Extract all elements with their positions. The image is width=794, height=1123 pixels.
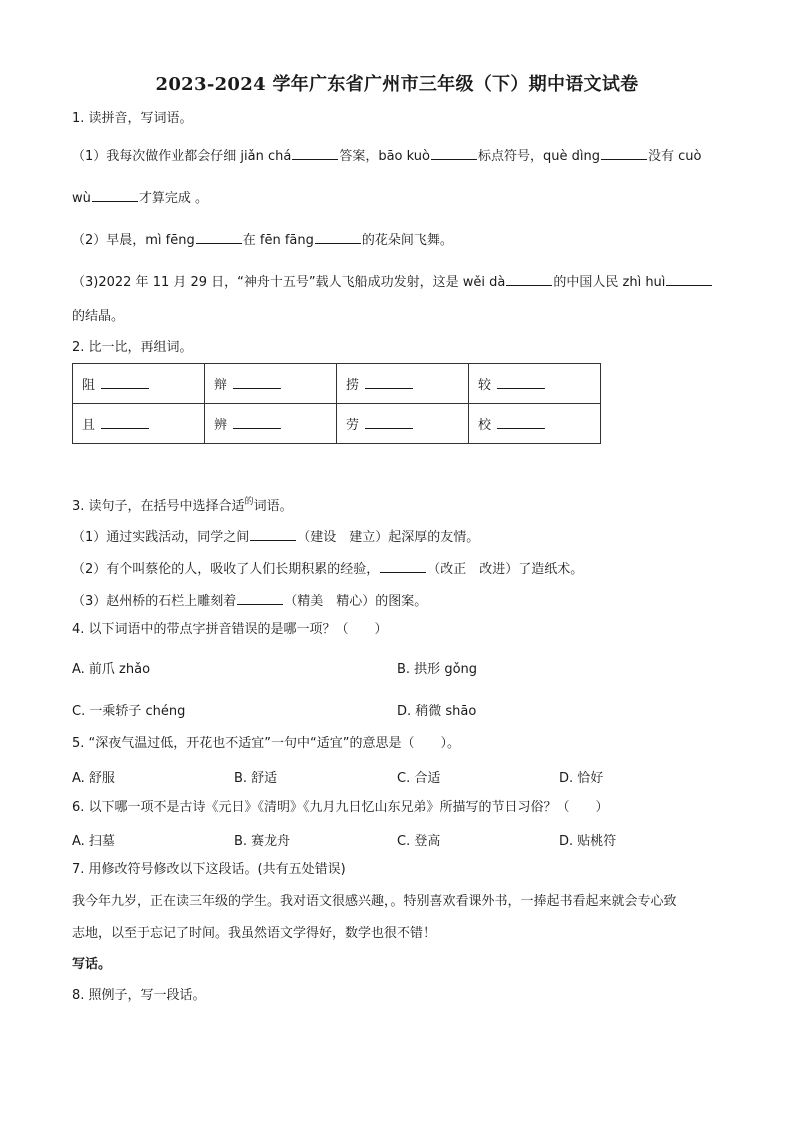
answer-blank[interactable] <box>601 146 647 160</box>
q4-option-a[interactable]: A. 前爪 zhǎo <box>72 662 151 677</box>
q1-item2-text-a: （2）早晨，mì fēng <box>72 233 195 248</box>
q1-item3-line2: 的结晶。 <box>72 309 125 324</box>
q1-item3-text-b: 的中国人民 zhì huì <box>553 275 666 290</box>
answer-blank[interactable] <box>233 376 281 389</box>
answer-blank[interactable] <box>196 230 242 244</box>
q3-item2-text-a: （2）有个叫蔡伦的人，吸收了人们长期积累的经验， <box>72 562 380 577</box>
q3-item2-text-b: （改正 改进）了造纸术。 <box>427 562 584 577</box>
q1-item1-line1 <box>72 146 701 166</box>
q1-item2 <box>72 230 453 250</box>
answer-blank[interactable] <box>250 527 296 541</box>
character: 较 <box>478 378 492 393</box>
q1-item1-text-b: 答案，bāo kuò <box>339 149 430 164</box>
character: 阻 <box>82 378 96 393</box>
q7-heading: 7. 用修改符号修改以下这段话。(共有五处错误) <box>72 862 346 877</box>
table-cell <box>337 364 469 404</box>
q5-option-a[interactable]: A. 舒服 <box>72 771 115 786</box>
q1-item1-text-c: 标点符号，què dìng <box>477 149 600 164</box>
answer-blank[interactable] <box>233 416 281 429</box>
answer-blank[interactable] <box>101 376 149 389</box>
q3-heading <box>72 493 293 516</box>
q1-item1-text-a: （1）我每次做作业都会仔细 jiǎn chá <box>72 149 292 164</box>
q7-paragraph-line1: 我今年九岁，正在读三年级的学生。我对语文很感兴趣，。特别喜欢看课外书，一捧起书看起来就会专心致 <box>72 894 677 909</box>
word-compare-table <box>72 363 601 444</box>
q1-item3-text-a: （3)2022 年 11 月 29 日，“神舟十五号”载人飞船成功发射，这是 wěi dà <box>72 275 506 290</box>
q6-option-d[interactable]: D. 贴桃符 <box>559 834 617 849</box>
answer-blank[interactable] <box>506 272 552 286</box>
answer-blank[interactable] <box>292 146 338 160</box>
character: 校 <box>478 418 492 433</box>
q3-heading-text-b: 词语。 <box>253 499 293 514</box>
table-cell <box>337 404 469 444</box>
table-row <box>73 404 601 444</box>
character: 劳 <box>346 418 360 433</box>
table-cell <box>469 364 601 404</box>
q6-option-a[interactable]: A. 扫墓 <box>72 834 115 849</box>
q2-heading: 2. 比一比，再组词。 <box>72 340 193 355</box>
answer-blank[interactable] <box>365 416 413 429</box>
q8-heading: 8. 照例子，写一段话。 <box>72 988 206 1003</box>
q1-heading: 1. 读拼音，写词语。 <box>72 111 193 126</box>
q3-item2 <box>72 559 583 579</box>
q3-item1-text-a: （1）通过实践活动，同学之间 <box>72 530 250 545</box>
q6-option-b[interactable]: B. 赛龙舟 <box>234 834 291 849</box>
character: 捞 <box>346 378 360 393</box>
table-cell <box>73 404 205 444</box>
q6-option-c[interactable]: C. 登高 <box>397 834 441 849</box>
q3-item1-text-b: （建设 建立）起深厚的友情。 <box>297 530 480 545</box>
answer-blank[interactable] <box>666 272 712 286</box>
q1-item3-line1 <box>72 272 713 292</box>
answer-blank[interactable] <box>315 230 361 244</box>
answer-blank[interactable] <box>237 591 283 605</box>
q3-heading-text-a: 3. 读句子，在括号中选择合适 <box>72 499 245 514</box>
table-cell <box>73 364 205 404</box>
answer-blank[interactable] <box>497 376 545 389</box>
q3-heading-dot: 的 <box>244 497 254 507</box>
q5-heading: 5. “深夜气温过低，开花也不适宜”一句中“适宜”的意思是（ ）。 <box>72 736 460 751</box>
q5-option-c[interactable]: C. 合适 <box>397 771 441 786</box>
q7-paragraph-line2: 志地，以至于忘记了时间。我虽然语文学得好，数学也很不错！ <box>72 926 437 941</box>
page-title: 2023-2024 学年广东省广州市三年级（下）期中语文试卷 <box>155 74 639 95</box>
q1-item1-line2 <box>72 188 208 208</box>
answer-blank[interactable] <box>431 146 477 160</box>
q3-item1 <box>72 527 479 547</box>
q1-item1-text-e: wù <box>72 191 91 206</box>
answer-blank[interactable] <box>380 559 426 573</box>
q6-heading: 6. 以下哪一项不是古诗《元日》《清明》《九月九日忆山东兄弟》所描写的节日习俗？（ ） <box>72 800 609 815</box>
table-cell <box>205 404 337 444</box>
table-row <box>73 364 601 404</box>
q3-item3 <box>72 591 427 611</box>
q5-option-d[interactable]: D. 恰好 <box>559 771 604 786</box>
answer-blank[interactable] <box>101 416 149 429</box>
q3-item3-text-a: （3）赵州桥的石栏上雕刻着 <box>72 594 237 609</box>
q4-option-d[interactable]: D. 稍微 shāo <box>397 704 477 719</box>
character: 辨 <box>214 418 228 433</box>
q5-option-b[interactable]: B. 舒适 <box>234 771 278 786</box>
q1-item1-text-f: 才算完成 。 <box>138 191 209 206</box>
q1-item1-text-d: 没有 cuò <box>647 149 702 164</box>
answer-blank[interactable] <box>92 188 138 202</box>
q4-option-b[interactable]: B. 拱形 gǒng <box>397 662 478 677</box>
answer-blank[interactable] <box>365 376 413 389</box>
character: 辩 <box>214 378 228 393</box>
character: 且 <box>82 418 96 433</box>
q3-item3-text-b: （精美 精心）的图案。 <box>284 594 428 609</box>
q1-item2-text-b: 在 fēn fāng <box>242 233 314 248</box>
q4-heading: 4. 以下词语中的带点字拼音错误的是哪一项？（ ） <box>72 622 388 637</box>
table-cell <box>205 364 337 404</box>
table-cell <box>469 404 601 444</box>
q1-item2-text-c: 的花朵间飞舞。 <box>361 233 453 248</box>
q4-option-c[interactable]: C. 一乘轿子 chéng <box>72 704 186 719</box>
answer-blank[interactable] <box>497 416 545 429</box>
section-heading-writing: 写话。 <box>72 957 112 972</box>
